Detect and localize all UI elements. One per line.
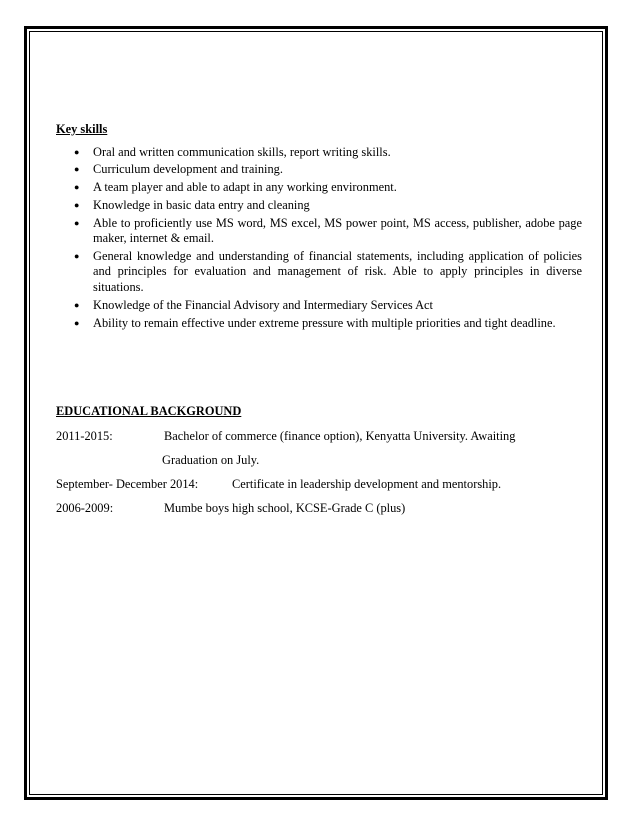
list-item bbox=[56, 249, 582, 296]
skill-text: Oral and written communication skills, report writing skills. bbox=[93, 144, 391, 159]
skill-text: Able to proficiently use MS word, MS excel, MS power point, MS access, publisher, adobe page maker, internet & email. bbox=[93, 215, 582, 246]
education-period: 2006-2009: bbox=[56, 500, 114, 515]
key-skills-list bbox=[56, 145, 582, 332]
list-item bbox=[56, 180, 582, 196]
skill-text: Curriculum development and training. bbox=[93, 162, 283, 177]
skill-text: Knowledge in basic data entry and cleaning bbox=[93, 197, 310, 212]
education-entry-continued bbox=[56, 453, 582, 477]
skill-text: Ability to remain effective under extreme pressure with multiple priorities and tight deadline. bbox=[93, 315, 556, 330]
list-item bbox=[56, 316, 582, 332]
education-period: September- December 2014: bbox=[56, 476, 199, 491]
education-detail-line2: Graduation on July. bbox=[162, 452, 260, 467]
bullet-icon: ● bbox=[74, 250, 80, 261]
bullet-icon: ● bbox=[74, 217, 80, 228]
skill-text: Knowledge of the Financial Advisory and Intermediary Services Act bbox=[93, 297, 433, 312]
skill-text: A team player and able to adapt in any working environment. bbox=[93, 180, 397, 195]
education-entry bbox=[56, 429, 582, 453]
education-entry bbox=[56, 477, 582, 501]
education-section bbox=[56, 404, 582, 525]
list-item bbox=[56, 198, 582, 214]
key-skills-section bbox=[56, 122, 582, 333]
bullet-icon: ● bbox=[74, 182, 80, 193]
list-item bbox=[56, 145, 582, 161]
list-item bbox=[56, 216, 582, 247]
bullet-icon: ● bbox=[74, 317, 80, 328]
education-detail: Certificate in leadership development and mentorship. bbox=[232, 476, 502, 491]
education-detail: Bachelor of commerce (finance option), Kenyatta University. Awaiting bbox=[164, 428, 516, 443]
list-item bbox=[56, 298, 582, 314]
education-heading: EDUCATIONAL BACKGROUND bbox=[56, 404, 242, 418]
bullet-icon: ● bbox=[74, 164, 80, 175]
education-detail: Mumbe boys high school, KCSE-Grade C (plus) bbox=[164, 500, 406, 515]
bullet-icon: ● bbox=[74, 199, 80, 210]
education-entry bbox=[56, 501, 582, 525]
bullet-icon: ● bbox=[74, 146, 80, 157]
skill-text: General knowledge and understanding of financial statements, including application of policies and principles for evaluation and management of risk. Able to apply principles in diverse situations. bbox=[93, 248, 582, 294]
list-item bbox=[56, 162, 582, 178]
key-skills-heading: Key skills bbox=[56, 122, 108, 136]
education-period: 2011-2015: bbox=[56, 428, 113, 443]
bullet-icon: ● bbox=[74, 299, 80, 310]
